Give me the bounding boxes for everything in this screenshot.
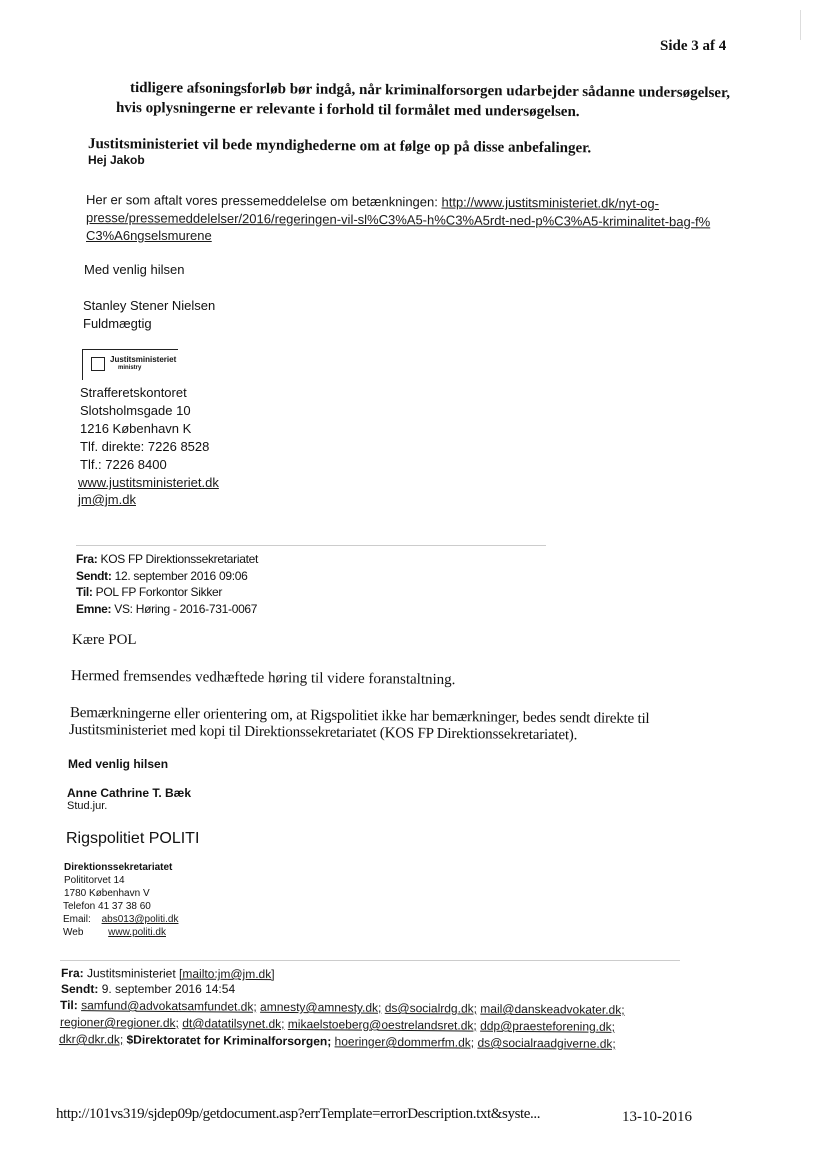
closing: Med venlig hilsen <box>84 262 185 277</box>
dept: Direktionssekretariatet <box>64 862 173 873</box>
phone: Tlf.: 7226 8400 <box>80 457 167 472</box>
page-number: Side 3 af 4 <box>660 38 727 54</box>
to-label: Til: <box>76 585 93 599</box>
body-line: Justitsministeriet vil bede myndighederne om at følge op på disse anbefalinger. <box>87 136 592 157</box>
recipient-text: $Direktoratet for Kriminalforsorgen; <box>126 1032 332 1049</box>
phone: Telefon 41 37 38 60 <box>63 901 151 912</box>
address-line: 1780 København V <box>64 888 150 899</box>
email-link[interactable]: jm@jm.dk <box>78 492 136 507</box>
from-row <box>76 552 258 566</box>
from-label: Fra: <box>60 966 84 981</box>
sent-value: 12. september 2016 09:06 <box>114 569 248 583</box>
sender-title: Fuldmægtig <box>83 316 152 331</box>
sent-row <box>76 569 247 583</box>
recipient-link[interactable]: hoeringer@dommerfm.dk; <box>334 1034 475 1050</box>
recipient-link[interactable]: dt@datatilsynet.dk; <box>182 1016 285 1031</box>
intro-text: Her er som aftalt vores pressemeddelelse om betænkningen: <box>85 192 438 210</box>
sent-row <box>61 982 235 996</box>
website-link[interactable]: www.justitsministeriet.dk <box>78 475 219 490</box>
recipient-link[interactable]: dkr@dkr.dk; <box>58 1032 124 1047</box>
scan-mark <box>800 10 801 40</box>
to-row <box>60 998 625 1017</box>
address-line: Slotsholmsgade 10 <box>80 403 191 418</box>
separator <box>76 545 546 546</box>
to-label: Til: <box>59 998 78 1013</box>
logo-subtext: ministry <box>118 365 142 371</box>
body-line: hvis oplysningerne er relevante i forhold til formålet med undersøgelsen. <box>115 100 580 121</box>
web-row <box>63 927 166 938</box>
greeting: Kære POL <box>72 632 137 648</box>
press-link-cont[interactable]: presse/pressemeddelelser/2016/regeringen-vil-sl%C3%A5-h%C3%A5rdt-ned-p%C3%A5-kriminalitet-bag-f% <box>85 210 711 230</box>
phone-direct: Tlf. direkte: 7226 8528 <box>80 439 210 454</box>
body-line: Hermed fremsendes vedhæftede høring til videre foranstaltning. <box>70 668 456 689</box>
body-line: tidligere afsoningsforløb bør indgå, når kriminalforsorgen udarbejder sådanne undersøgelser, <box>129 80 731 102</box>
closing: Med venlig hilsen <box>68 757 169 771</box>
recipient-link[interactable]: mikaelstoeberg@oestrelandsret.dk; <box>287 1016 477 1033</box>
sent-value: 9. september 2016 14:54 <box>101 982 236 996</box>
greeting: Hej Jakob <box>88 153 145 167</box>
email-link[interactable]: abs013@politi.dk <box>101 914 179 925</box>
sender-name: Anne Cathrine T. Bæk <box>67 786 192 800</box>
web-label: Web <box>63 927 84 938</box>
from-value: KOS FP Direktionssekretariatet <box>100 552 259 566</box>
address-line: Polititorvet 14 <box>64 875 125 886</box>
from-value: Justitsministeriet <box>86 966 176 981</box>
recipient-link[interactable]: regioner@regioner.dk; <box>59 1015 179 1031</box>
subject-row <box>76 602 257 616</box>
press-link[interactable]: http://www.justitsministeriet.dk/nyt-og- <box>441 194 660 212</box>
recipients-row <box>60 1015 615 1034</box>
to-row <box>76 585 222 599</box>
footer-url: http://101vs319/sjdep09p/getdocument.asp?errTemplate=errorDescription.txt&syste... <box>56 1106 541 1122</box>
to-value: POL FP Forkontor Sikker <box>95 585 223 599</box>
recipient-link[interactable]: ds@socialrdg.dk; <box>384 1000 478 1016</box>
recipient-link[interactable]: samfund@advokatsamfundet.dk; <box>81 998 257 1014</box>
mailto-link[interactable]: [mailto:jm@jm.dk] <box>179 966 275 982</box>
separator <box>60 960 680 961</box>
recipient-link[interactable]: mail@danskeadvokater.dk; <box>480 1001 625 1017</box>
recipient-link[interactable]: amnesty@amnesty.dk; <box>260 999 382 1015</box>
subject-label: Emne: <box>76 602 112 616</box>
sender-title: Stud.jur. <box>67 800 108 812</box>
from-label: Fra: <box>76 552 98 566</box>
org-logo-text: Rigspolitiet POLITI <box>66 830 200 847</box>
email-intro-line <box>86 192 659 211</box>
ministry-logo <box>82 349 178 380</box>
body-line: Justitsministeriet med kopi til Direktionssekretariatet (KOS FP Direktionssekretariatet). <box>68 722 578 744</box>
body-line: Bemærkningerne eller orientering om, at Rigspolitiet ikke har bemærkninger, bedes sendt direkte til <box>69 705 650 728</box>
sent-label: Sendt: <box>76 569 112 583</box>
recipient-link[interactable]: ds@socialraadgiverne.dk; <box>477 1035 616 1051</box>
logo-text: Justitsministeriet <box>110 355 177 364</box>
recipients-row <box>59 1032 616 1051</box>
subject-value: VS: Høring - 2016-731-0067 <box>114 602 258 616</box>
office: Strafferetskontoret <box>80 385 187 400</box>
sent-label: Sendt: <box>61 982 99 996</box>
recipient-link[interactable]: ddp@praesteforening.dk; <box>480 1018 616 1034</box>
from-row <box>61 966 275 981</box>
address-line: 1216 København K <box>80 421 192 436</box>
web-link[interactable]: www.politi.dk <box>108 927 166 938</box>
email-row <box>63 914 178 925</box>
email-label: Email: <box>63 914 91 925</box>
press-link-cont[interactable]: C3%A6ngselsmurene <box>86 228 212 243</box>
footer-date: 13-10-2016 <box>622 1109 692 1125</box>
sender-name: Stanley Stener Nielsen <box>83 298 216 313</box>
logo-icon <box>91 357 105 371</box>
